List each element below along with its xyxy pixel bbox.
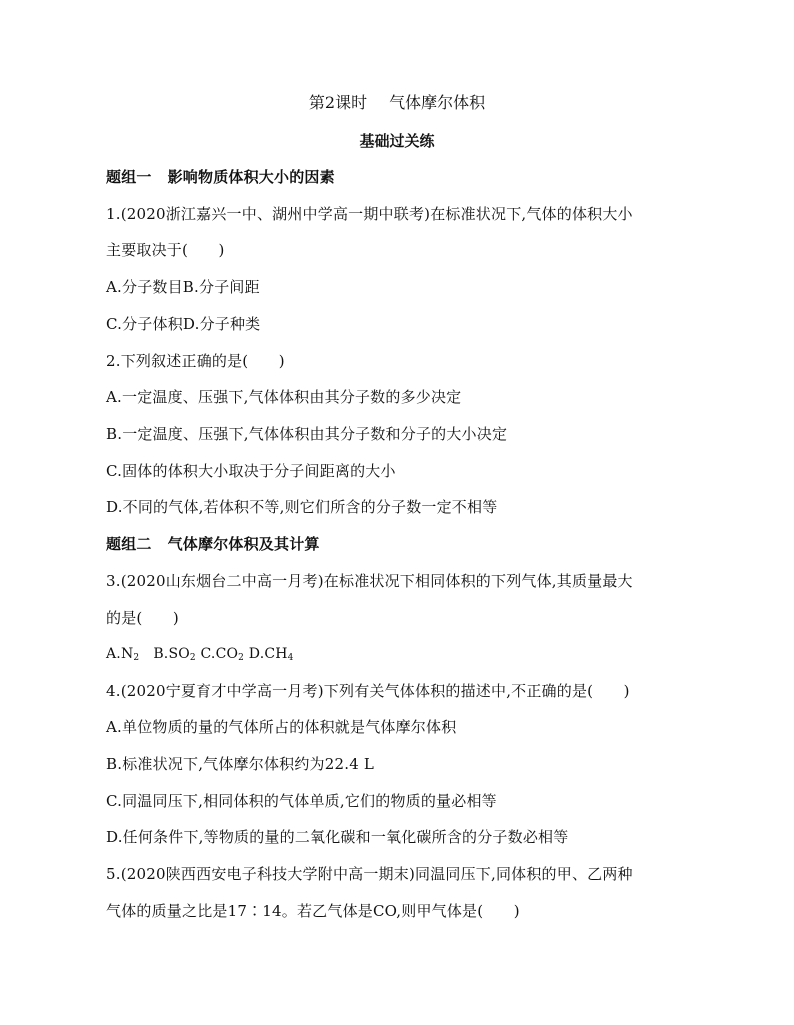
q4-option-a: A.单位物质的量的气体所占的体积就是气体摩尔体积 (106, 718, 457, 736)
q1-options-cd: C.分子体积D.分子种类 (106, 315, 261, 333)
group2-name: 气体摩尔体积及其计算 (167, 535, 320, 553)
q3-line1: 3.(2020山东烟台二中高一月考)在标准状况下相同体积的下列气体,其质量最大 (106, 572, 633, 590)
q2-stem: 2.下列叙述正确的是( ) (106, 352, 285, 370)
lesson-number: 第2课时 (308, 93, 368, 112)
q3-option-d: $D.CH_4$ (248, 646, 294, 663)
q2-option-a: A.一定温度、压强下,气体体积由其分子数的多少决定 (106, 388, 462, 406)
q1-line1: 1.(2020浙江嘉兴一中、湖州中学高一期中联考)在标准状况下,气体的体积大小 (106, 205, 633, 223)
q4-stem: 4.(2020宁夏育才中学高一月考)下列有关气体体积的描述中,不正确的是( ) (106, 682, 630, 700)
group1-name: 影响物质体积大小的因素 (167, 168, 335, 186)
group1-title: 题组一 (106, 168, 152, 186)
q2-option-d: D.不同的气体,若体积不等,则它们所含的分子数一定不相等 (106, 498, 498, 516)
q1-line2: 主要取决于( ) (106, 241, 225, 259)
q1-options-ab: A.分子数目B.分子间距 (106, 278, 260, 296)
q2-option-b: B.一定温度、压强下,气体体积由其分子数和分子的大小决定 (106, 425, 508, 443)
q2-option-c: C.固体的体积大小取决于分子间距离的大小 (106, 462, 396, 480)
q5-line1: 5.(2020陕西西安电子科技大学附中高一期末)同温同压下,同体积的甲、乙两种 (106, 865, 633, 883)
q3-option-c: $C.CO_2$ (200, 646, 245, 663)
q3-options (106, 644, 294, 664)
group2-heading (106, 534, 320, 554)
q3-option-a: $A.N_2$ (106, 646, 140, 663)
lesson-title (0, 92, 794, 114)
section-title: 基础过关练 (359, 132, 435, 150)
q5-line2: 气体的质量之比是17∶14。若乙气体是CO,则甲气体是( ) (106, 902, 520, 920)
group2-title: 题组二 (106, 535, 152, 553)
q3-option-b: $B.SO_2$ (153, 646, 196, 663)
q3-line2: 的是( ) (106, 609, 179, 627)
q4-option-b: B.标准状况下,气体摩尔体积约为22.4 L (106, 755, 375, 773)
q4-option-d: D.任何条件下,等物质的量的二氧化碳和一氧化碳所含的分子数必相等 (106, 828, 569, 846)
group1-heading (106, 167, 335, 187)
q4-option-c: C.同温同压下,相同体积的气体单质,它们的物质的量必相等 (106, 792, 497, 810)
lesson-topic: 气体摩尔体积 (389, 93, 486, 112)
